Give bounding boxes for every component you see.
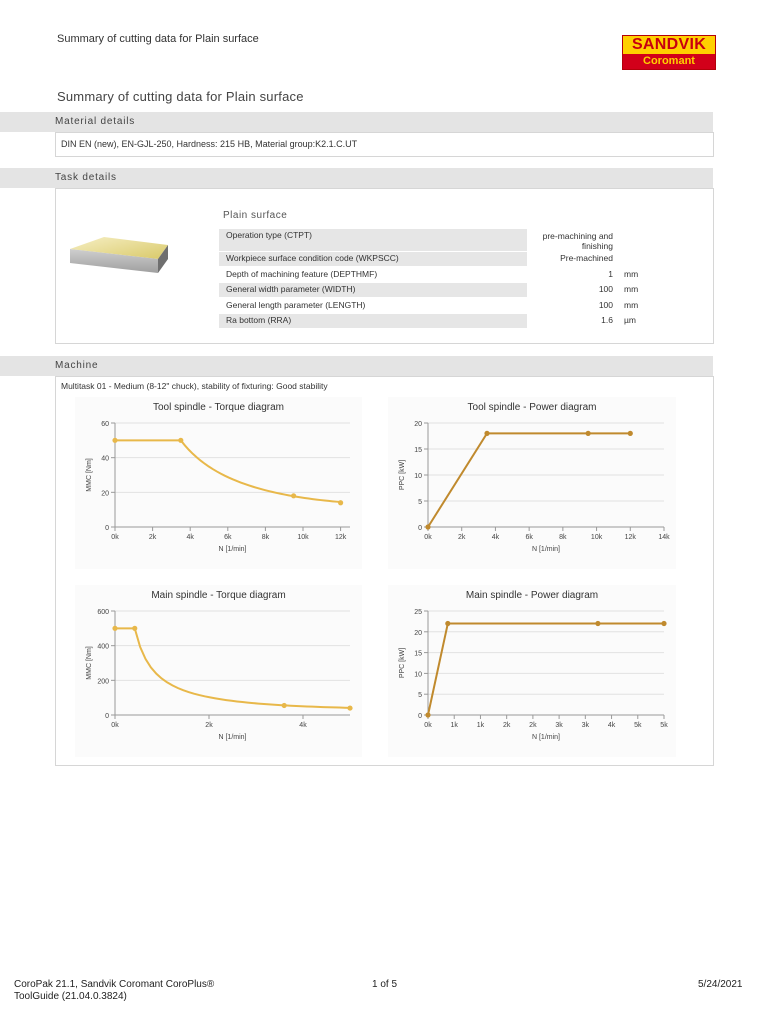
y-tick-label: 5 bbox=[418, 499, 422, 506]
footer-product: CoroPak 21.1, Sandvik Coromant CoroPlus® bbox=[14, 979, 215, 990]
x-axis-label: N [1/min] bbox=[531, 546, 561, 553]
param-row bbox=[219, 299, 639, 313]
chart-title: Tool spindle - Torque diagram bbox=[152, 402, 285, 413]
task-label: Plain surface bbox=[223, 210, 288, 221]
param-row bbox=[219, 283, 639, 297]
series-line bbox=[115, 628, 350, 707]
logo-sub: Coromant bbox=[623, 54, 715, 69]
x-tick-label: 4k bbox=[186, 534, 194, 541]
data-point bbox=[445, 621, 450, 626]
x-axis-label: N [1/min] bbox=[218, 734, 247, 741]
chart-svg bbox=[75, 585, 362, 757]
y-tick-label: 200 bbox=[97, 678, 109, 686]
x-tick-label: 14k bbox=[658, 534, 670, 541]
y-axis-label: MMC [Nm] bbox=[86, 458, 93, 492]
y-tick-label: 25 bbox=[414, 609, 422, 616]
data-point bbox=[661, 621, 666, 626]
chart-title: Tool spindle - Power diagram bbox=[467, 402, 597, 413]
x-tick-label: 2k bbox=[529, 722, 537, 729]
task-section-header bbox=[0, 168, 713, 188]
x-tick-label: 10k bbox=[590, 534, 603, 541]
y-tick-label: 15 bbox=[414, 447, 422, 454]
data-point bbox=[282, 703, 287, 708]
y-tick-label: 400 bbox=[97, 643, 109, 651]
param-name: Workpiece surface condition code (WKPSCC) bbox=[226, 253, 399, 263]
param-name: Depth of machining feature (DEPTHMF) bbox=[226, 269, 378, 279]
data-point bbox=[425, 524, 430, 529]
x-tick-label: 4k bbox=[299, 722, 307, 729]
machine-heading: Machine bbox=[55, 360, 99, 371]
param-value: Pre-machined bbox=[560, 253, 613, 263]
y-tick-label: 20 bbox=[414, 421, 422, 428]
x-tick-label: 3k bbox=[555, 722, 563, 729]
y-axis-label: PPC [kW] bbox=[399, 459, 406, 491]
x-tick-label: 12k bbox=[624, 534, 636, 541]
chart-title: Main spindle - Power diagram bbox=[465, 590, 599, 601]
x-tick-label: 0k bbox=[424, 722, 432, 729]
chart-svg bbox=[75, 397, 362, 569]
material-heading: Material details bbox=[55, 116, 136, 127]
param-row bbox=[219, 314, 636, 328]
data-point bbox=[595, 621, 600, 626]
data-point bbox=[425, 712, 430, 717]
y-axis-label: PPC [kW] bbox=[399, 647, 406, 679]
y-tick-label: 600 bbox=[97, 609, 109, 616]
footer-page-number: 1 of 5 bbox=[372, 979, 398, 990]
y-tick-label: 10 bbox=[414, 671, 422, 679]
data-point bbox=[347, 705, 352, 710]
sandvik-logo bbox=[622, 35, 716, 70]
x-tick-label: 10k bbox=[297, 534, 309, 541]
x-tick-label: 12k bbox=[334, 534, 347, 541]
param-name: Operation type (CTPT) bbox=[226, 230, 312, 240]
x-tick-label: 4k bbox=[491, 534, 500, 541]
param-unit: µm bbox=[624, 315, 636, 325]
x-tick-label: 2k bbox=[458, 534, 466, 541]
main-spindle-torque-chart bbox=[75, 585, 362, 757]
y-tick-label: 20 bbox=[414, 629, 422, 637]
param-row bbox=[219, 229, 613, 251]
x-tick-label: 2k bbox=[148, 534, 157, 541]
x-axis-label: N [1/min] bbox=[531, 734, 561, 741]
material-text: DIN EN (new), EN-GJL-250, Hardness: 215 HB, Material group:K2.1.C.UT bbox=[61, 139, 358, 149]
x-tick-label: 5k bbox=[660, 722, 668, 729]
x-tick-label: 8k bbox=[559, 534, 567, 541]
machine-description: Multitask 01 - Medium (8-12" chuck), stability of fixturing: Good stability bbox=[61, 381, 328, 391]
y-tick-label: 15 bbox=[414, 650, 422, 658]
x-tick-label: 6k bbox=[525, 534, 533, 541]
param-value: 1 bbox=[608, 269, 613, 279]
task-box bbox=[55, 188, 714, 344]
param-value: pre-machining and finishing bbox=[542, 231, 613, 251]
data-point bbox=[291, 493, 296, 498]
param-unit: mm bbox=[624, 284, 639, 294]
x-tick-label: 8k bbox=[261, 534, 270, 541]
machine-section-header bbox=[0, 356, 713, 376]
param-name: General width parameter (WIDTH) bbox=[226, 284, 356, 294]
tool-spindle-power-chart bbox=[388, 397, 676, 569]
x-axis-label: N [1/min] bbox=[218, 546, 247, 553]
y-tick-label: 10 bbox=[414, 473, 422, 480]
tool-spindle-torque-chart bbox=[75, 397, 362, 569]
param-name: Ra bottom (RRA) bbox=[226, 315, 292, 325]
y-tick-label: 60 bbox=[101, 421, 109, 428]
data-point bbox=[338, 500, 343, 505]
material-box bbox=[55, 132, 714, 157]
x-tick-label: 3k bbox=[581, 722, 590, 729]
data-point bbox=[586, 431, 591, 436]
x-tick-label: 2k bbox=[205, 722, 213, 729]
data-point bbox=[484, 431, 489, 436]
document-title: Summary of cutting data for Plain surface bbox=[57, 89, 304, 104]
series-line bbox=[428, 433, 630, 527]
y-tick-label: 0 bbox=[105, 713, 109, 720]
param-value: 100 bbox=[598, 300, 613, 310]
param-row bbox=[219, 268, 639, 282]
machine-box bbox=[55, 376, 714, 766]
y-tick-label: 40 bbox=[101, 455, 109, 463]
main-spindle-power-chart bbox=[388, 585, 676, 757]
logo-brand: SANDVIK bbox=[631, 36, 707, 53]
data-point bbox=[112, 626, 117, 631]
task-heading: Task details bbox=[55, 172, 117, 183]
x-tick-label: 5k bbox=[634, 722, 642, 729]
param-row bbox=[219, 252, 613, 266]
y-tick-label: 20 bbox=[101, 490, 109, 498]
footer-version: ToolGuide (21.04.0.3824) bbox=[14, 991, 127, 1002]
y-tick-label: 5 bbox=[418, 692, 422, 700]
y-tick-label: 0 bbox=[418, 713, 422, 720]
data-point bbox=[178, 438, 183, 443]
x-tick-label: 0k bbox=[111, 722, 119, 729]
chart-title: Main spindle - Torque diagram bbox=[151, 590, 286, 601]
header-title: Summary of cutting data for Plain surface bbox=[57, 33, 259, 45]
param-value: 1.6 bbox=[601, 315, 613, 325]
x-tick-label: 0k bbox=[111, 534, 119, 541]
chart-svg bbox=[388, 397, 676, 569]
data-point bbox=[112, 438, 117, 443]
data-point bbox=[132, 626, 137, 631]
chart-svg bbox=[388, 585, 676, 757]
param-name: General length parameter (LENGTH) bbox=[226, 300, 366, 310]
x-tick-label: 1k bbox=[450, 722, 458, 729]
y-tick-label: 0 bbox=[418, 525, 422, 532]
data-point bbox=[628, 431, 633, 436]
x-tick-label: 1k bbox=[476, 722, 485, 729]
x-tick-label: 6k bbox=[224, 534, 232, 541]
y-tick-label: 0 bbox=[105, 525, 109, 532]
param-value: 100 bbox=[598, 284, 613, 294]
param-unit: mm bbox=[624, 269, 639, 279]
series-line bbox=[428, 623, 664, 715]
param-unit: mm bbox=[624, 300, 639, 310]
x-tick-label: 2k bbox=[502, 722, 511, 729]
footer-date: 5/24/2021 bbox=[698, 979, 743, 990]
y-axis-label: MMC [Nm] bbox=[86, 646, 93, 680]
material-section-header bbox=[0, 112, 713, 132]
x-tick-label: 4k bbox=[607, 722, 616, 729]
x-tick-label: 0k bbox=[424, 534, 432, 541]
workpiece-block-image bbox=[68, 235, 168, 275]
